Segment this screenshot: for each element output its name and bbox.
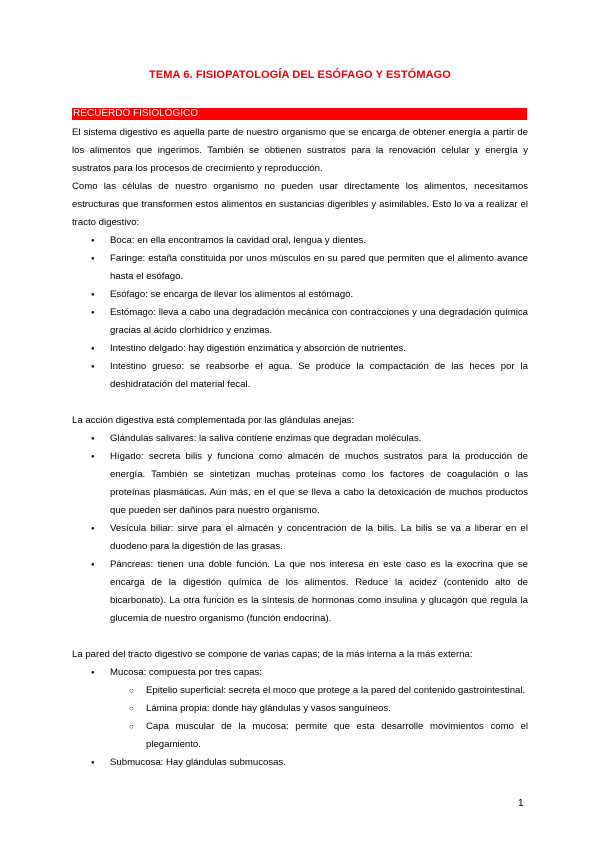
list-item-mucosa: [72, 664, 528, 754]
wall-layers-list: [72, 664, 528, 772]
list-item-boca: ● Boca: en ella encontramos la cavidad oral, lengua y dientes.: [72, 232, 528, 250]
list-item-vesicula-biliar: ● Vesícula biliar: sirve para el almacén y concentración de la bilis. La bilis se va a liberar en el duodeno para la digestión de las grasas.: [72, 520, 528, 556]
list-item-esofago: ● Esófago: se encarga de llevar los alimentos al estómago.: [72, 286, 528, 304]
body-content: [72, 124, 528, 772]
list-item-intestino-grueso: ● Intestino grueso: se reabsorbe el agua. Se produce la compactación de las heces por la deshidratación del material fecal.: [72, 358, 528, 394]
mucosa-label: Mucosa: compuesta por tres capas:: [110, 667, 262, 678]
list-item-epitelio: ○ Epitelio superficial: secreta el moco que protege a la pared del contenido gastrointestinal.: [72, 682, 528, 700]
digestive-tract-list: [72, 232, 528, 394]
wall-intro: La pared del tracto digestivo se compone de varias capas; de la más interna a la más externa:: [72, 649, 473, 660]
mucosa-layers-list: [72, 682, 528, 754]
page-number: 1: [518, 798, 524, 809]
list-item-higado: ● Hígado: secreta bilis y funciona como almacén de muchos sustratos para la producción de energía. También se sintetizan muchas proteínas como los factores de coagulación o las proteínas plasmáticas. Aún más, en el que se lleva a cabo la detoxicación de muchos productos que pueden ser dañinos para nuestro organismo.: [72, 448, 528, 520]
list-item-faringe: ● Faringe: estaña constituida por unos músculos en su pared que permiten que el alimento avance hasta el esófago.: [72, 250, 528, 286]
page-title: TEMA 6. FISIOPATOLOGÍA DEL ESÓFAGO Y ESTÓMAGO: [149, 69, 451, 81]
list-item-capa-muscular: ○ Capa muscular de la mucosa: permite que esta desarrolle movimientos como el plegamiento.: [72, 718, 528, 754]
intro-paragraph-2: Como las células de nuestro organismo no pueden usar directamente los alimentos, necesitamos estructuras que transformen estos alimentos en sustancias digeribles y asimilables. Esto lo va a realizar el tracto digestivo:: [72, 181, 528, 228]
list-item-glandulas-salivares: ● Glándulas salivares: la saliva contiene enzimas que degradan moléculas.: [72, 430, 528, 448]
list-item-lamina-propia: ○ Lámina propia: donde hay glándulas y vasos sanguíneos.: [72, 700, 528, 718]
section-heading: RECUERDO FISIOLÓGICO: [73, 108, 199, 119]
list-item-intestino-delgado: ● Intestino delgado: hay digestión enzimática y absorción de nutrientes.: [72, 340, 528, 358]
intro-paragraph-1: El sistema digestivo es aquella parte de nuestro organismo que se encarga de obtener energía a partir de los alimentos que ingerimos. También se obtienen sustratos para la renovación celular y energía y sustratos para los procesos de crecimiento y reproducción.: [72, 127, 528, 174]
list-item-estomago: ● Estómago: lleva a cabo una degradación mecánica con contracciones y una degradación química gracias al ácido clorhídrico y enzimas.: [72, 304, 528, 340]
list-item-submucosa: ● Submucosa: Hay glándulas submucosas.: [72, 754, 528, 772]
section-heading-bar: [72, 108, 527, 120]
glands-list: [72, 430, 528, 628]
glands-intro: La acción digestiva está complementada por las glándulas anejas:: [72, 415, 355, 426]
list-item-pancreas: ● Páncreas: tienen una doble función. La que nos interesa en este caso es la exocrina que se encarga de la digestión química de los alimentos. Reduce la acidez (contenido alto de bicarbonato). La otra función es la síntesis de hormonas como insulina y glucagón que regula la glucemia de nuestro organismo (función endocrina).: [72, 556, 528, 628]
